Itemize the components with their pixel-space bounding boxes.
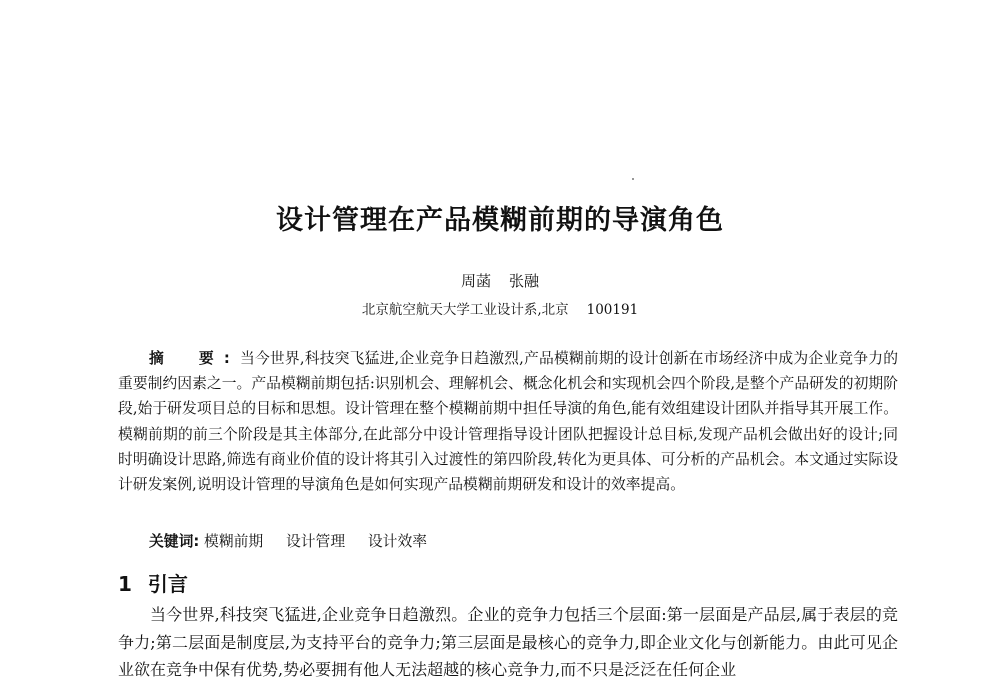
author-affiliation: [0, 298, 1000, 318]
body-paragraph: 当今世界,科技突飞猛进,企业竞争日趋激烈。企业的竞争力包括三个层面:第一层面是产品层,属于表层的竞争力;第二层面是制度层,为支持平台的竞争力;第三层面是最核心的竞争力,即企业文化与创新能力。由此可见企业欲在竞争中保有优势,势必要拥有他人无法超越的核心竞争力,而不只是泛泛在任何企业: [118, 605, 898, 678]
keyword: 设计效率: [367, 533, 428, 550]
section-number: 1: [118, 572, 132, 596]
keyword: 设计管理: [285, 533, 346, 550]
author-name: 张融: [509, 272, 540, 290]
abstract-text: 当今世界,科技突飞猛进,企业竞争日趋激烈,产品模糊前期的设计创新在市场经济中成为企业竞争力的重要制约因素之一。产品模糊前期包括:识别机会、理解机会、概念化机会和实现机会四个阶段,是整个产品研发的初期阶段,始于研发项目总的目标和思想。设计管理在整个模糊前期中担任导演的角色,能有效组建设计团队并指导其开展工作。模糊前期的前三个阶段是其主体部分,在此部分中设计管理指导设计团队把握设计总目标,发现产品机会做出好的设计;同时明确设计思路,筛选有商业价值的设计将其引入过渡性的第四阶段,转化为更具体、可分析的产品机会。本文通过实际设计研发案例,说明设计管理的导演角色是如何实现产品模糊前期研发和设计的效率提高。: [118, 350, 898, 494]
keyword: 模糊前期: [204, 533, 264, 550]
scan-speck: [632, 178, 634, 180]
author-list: [0, 270, 1000, 291]
abstract: [118, 346, 898, 497]
section-heading: [118, 568, 188, 597]
postal-code: 100191: [586, 302, 639, 318]
abstract-label: 摘 要:: [149, 350, 240, 367]
affiliation-text: 北京航空航天大学工业设计系,北京: [361, 302, 569, 318]
author-name: 周菡: [460, 272, 491, 290]
keywords: [149, 530, 445, 551]
paper-title: 设计管理在产品模糊前期的导演角色: [276, 205, 724, 236]
keywords-label: 关键词:: [149, 533, 200, 550]
section-title: 引言: [147, 572, 188, 596]
